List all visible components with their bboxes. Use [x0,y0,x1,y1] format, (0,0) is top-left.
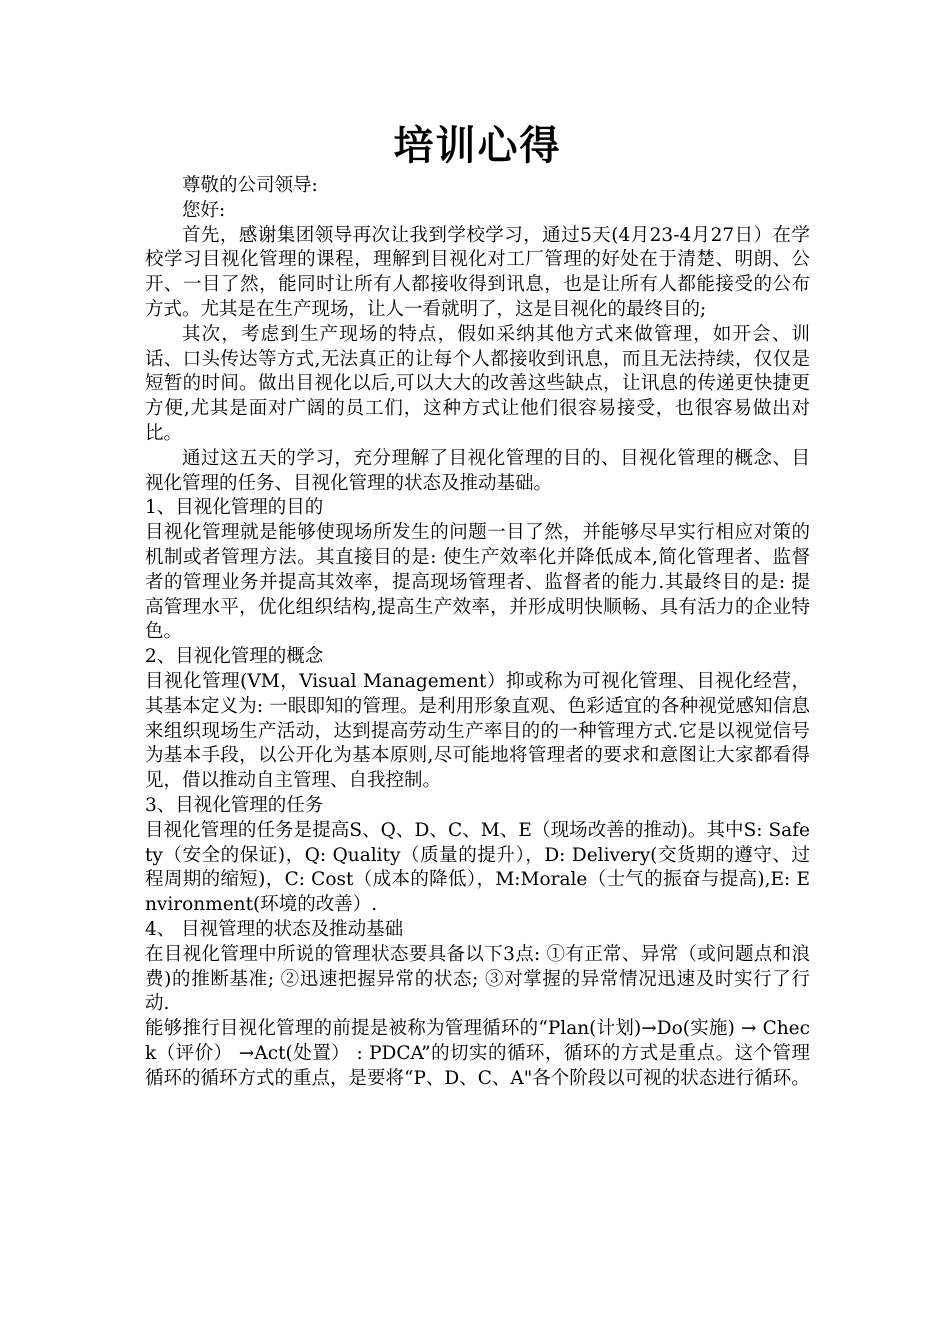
intro-paragraph-1: 首先，感谢集团领导再次让我到学校学习，通过5天(4月23-4月27日）在学校学习目视化管理的课程，理解到目视化对工厂管理的好处在于清楚、明朗、公开、一目了然，能同时让所有人都接收得到讯息，也是让所有人都能接受的公布方式。尤其是在生产现场，让人一看就明了，这是目视化的最终目的; [145,224,810,320]
section-paragraph: 目视化管理(VM，Visual Management）抑或称为可视化管理、目视化经营，其基本定义为: 一眼即知的管理。是利用形象直观、色彩适宜的各种视觉感知信息来组织现场生产活动，达到提高劳动生产率目的的一种管理方式.它是以视觉信号为基本手段，以公开化为基本原则,尽可能地将管理者的要求和意图让大家都看得见，借以推动自主管理、自我控制。 [145,670,810,792]
section-heading-status: 4、 目视管理的状态及推动基础 [145,918,404,940]
greeting: 尊敬的公司领导: [182,175,318,196]
section-paragraph: 能够推行目视化管理的前提是被称为管理循环的“Plan(计划)→Do(实施) → Check（评价） →Act(处置） : PDCA”的切实的循环，循环的方式是重点。这个管理循环的循环方式的重点，是要将“P、D、C、A"各个阶段以可视的状态进行循环。 [145,1018,810,1089]
section-paragraph: 在目视化管理中所说的管理状态要具备以下3点: ①有正常、异常（或问题点和浪费)的推断基准; ②迅速把握异常的状态; ③对掌握的异常情况迅速及时实行了行动. [145,943,810,1015]
section-heading-purpose: 1、目视化管理的目的 [145,497,324,519]
document-body [145,174,810,1091]
page-title: 培训心得 [393,122,562,169]
intro-paragraph-2: 其次，考虑到生产现场的特点，假如采纳其他方式来做管理，如开会、训话、口头传达等方式,无法真正的让每个人都接收到讯息，而且无法持续，仅仅是短暂的时间。做出目视化以后,可以大大的改善这些缺点，让讯息的传递更快捷更方便,尤其是面对广阔的员工们，这种方式让他们很容易接受，也很容易做出对比。 [145,323,810,444]
section-paragraph: 目视化管理就是能够使现场所发生的问题一目了然，并能够尽早实行相应对策的机制或者管理方法。其直接目的是: 使生产效率化并降低成本,简化管理者、监督者的管理业务并提高其效率，提高现场管理者、监督者的能力.其最终目的是: 提高管理水平，优化组织结构,提高生产效率，并形成明快顺畅、具有活力的企业特色。 [145,522,810,643]
section-heading-task: 3、目视化管理的任务 [145,794,324,816]
document-page [145,118,810,1091]
salutation: 您好: [182,199,226,221]
section-paragraph: 目视化管理的任务是提高S、Q、D、C、M、E（现场改善的推动)。其中S: Safety（安全的保证)，Q: Quality（质量的提升），D: Delivery(交货期的遵守、过程周期的缩短)，C: Cost（成本的降低），M:Morale（士气的振奋与提高),E: Environment(环境的改善）. [145,819,810,916]
intro-paragraph-3: 通过这五天的学习，充分理解了目视化管理的目的、目视化管理的概念、目视化管理的任务、目视化管理的状态及推动基础。 [145,447,810,494]
section-heading-concept: 2、目视化管理的概念 [145,646,324,668]
